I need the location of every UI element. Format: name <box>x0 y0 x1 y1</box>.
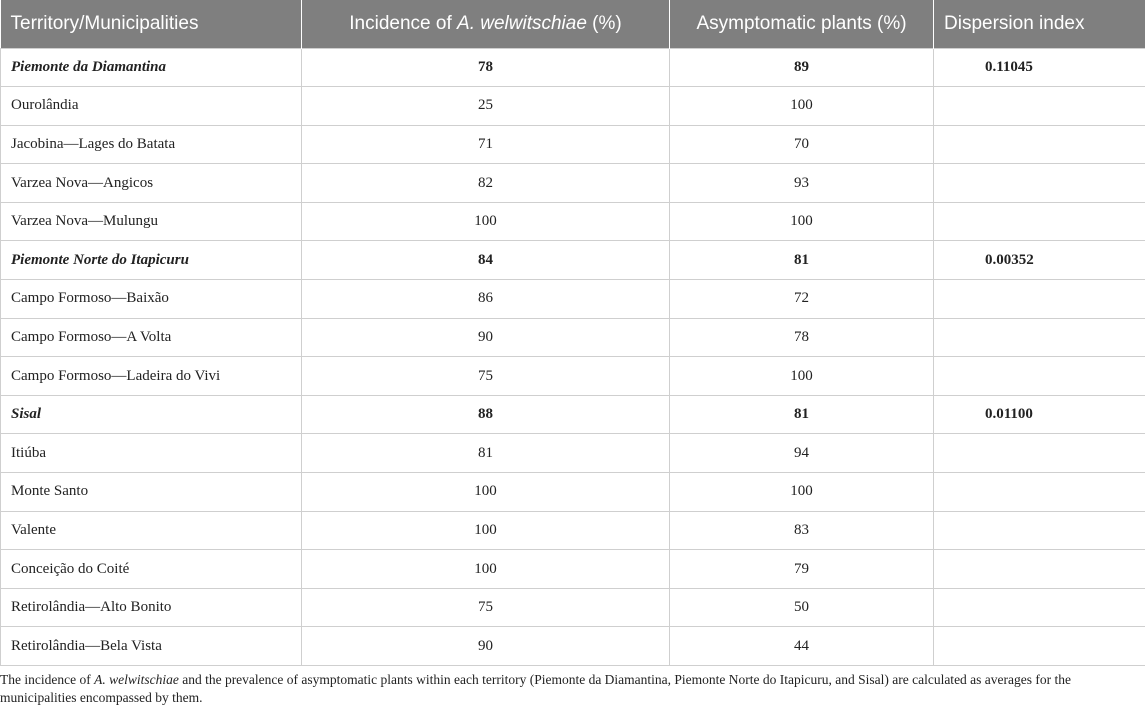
cell-asymptomatic: 94 <box>670 434 934 473</box>
cell-asymptomatic: 100 <box>670 357 934 396</box>
header-asymptomatic: Asymptomatic plants (%) <box>670 0 934 48</box>
cell-name: Monte Santo <box>1 473 302 512</box>
table-row <box>1 550 1145 589</box>
cell-incidence: 100 <box>302 511 670 550</box>
footnote-prefix: The incidence of <box>0 672 95 687</box>
header-territory: Territory/Municipalities <box>1 0 302 48</box>
table-row <box>1 434 1145 473</box>
cell-incidence: 86 <box>302 280 670 319</box>
table-row <box>1 164 1145 203</box>
territory-row <box>1 241 1145 280</box>
header-dispersion: Dispersion index <box>944 12 1085 34</box>
cell-name: Varzea Nova—Mulungu <box>1 202 302 241</box>
cell-incidence: 100 <box>302 202 670 241</box>
cell-dispersion <box>934 511 1145 550</box>
cell-name: Campo Formoso—Baixão <box>1 280 302 319</box>
cell-asymptomatic: 78 <box>670 318 934 357</box>
cell-asymptomatic: 44 <box>670 627 934 666</box>
cell-name: Varzea Nova—Angicos <box>1 164 302 203</box>
cell-dispersion <box>934 125 1145 164</box>
table-row <box>1 280 1145 319</box>
cell-dispersion <box>934 87 1145 126</box>
cell-incidence: 90 <box>302 318 670 357</box>
cell-dispersion: 0.00352 <box>934 241 1145 280</box>
cell-asymptomatic: 100 <box>670 202 934 241</box>
cell-name: Conceição do Coité <box>1 550 302 589</box>
cell-name: Ourolândia <box>1 87 302 126</box>
table-row <box>1 125 1145 164</box>
cell-name: Campo Formoso—A Volta <box>1 318 302 357</box>
territory-row <box>1 395 1145 434</box>
header-incidence-suffix: (%) <box>586 12 622 34</box>
cell-name: Itiúba <box>1 434 302 473</box>
table-body <box>1 48 1145 666</box>
cell-dispersion <box>934 434 1145 473</box>
cell-dispersion <box>934 588 1145 627</box>
cell-name: Jacobina—Lages do Batata <box>1 125 302 164</box>
cell-asymptomatic: 79 <box>670 550 934 589</box>
cell-incidence: 100 <box>302 473 670 512</box>
cell-asymptomatic: 83 <box>670 511 934 550</box>
cell-asymptomatic: 93 <box>670 164 934 203</box>
table-row <box>1 87 1145 126</box>
cell-name: Piemonte da Diamantina <box>1 48 302 87</box>
cell-asymptomatic: 81 <box>670 395 934 434</box>
cell-dispersion: 0.01100 <box>934 395 1145 434</box>
table-row <box>1 511 1145 550</box>
cell-name: Valente <box>1 511 302 550</box>
cell-incidence: 90 <box>302 627 670 666</box>
cell-dispersion <box>934 164 1145 203</box>
cell-incidence: 84 <box>302 241 670 280</box>
cell-name: Campo Formoso—Ladeira do Vivi <box>1 357 302 396</box>
cell-dispersion <box>934 627 1145 666</box>
cell-dispersion <box>934 318 1145 357</box>
cell-name: Retirolândia—Bela Vista <box>1 627 302 666</box>
cell-dispersion <box>934 280 1145 319</box>
cell-incidence: 81 <box>302 434 670 473</box>
footnote-suffix: and the prevalence of asymptomatic plants within each territory (Piemonte da Diamantina, Piemonte Norte do Itapicuru, and Sisal) are calculated as averages for the municipalities encompassed by them. <box>0 672 1072 705</box>
cell-incidence: 75 <box>302 588 670 627</box>
cell-asymptomatic: 70 <box>670 125 934 164</box>
table-row <box>1 473 1145 512</box>
cell-name: Sisal <box>1 395 302 434</box>
header-incidence-prefix: Incidence of <box>349 12 458 34</box>
cell-dispersion <box>934 473 1145 512</box>
table-header <box>1 0 1145 48</box>
cell-dispersion <box>934 202 1145 241</box>
cell-asymptomatic: 100 <box>670 87 934 126</box>
territory-row <box>1 48 1145 87</box>
cell-dispersion: 0.11045 <box>934 48 1145 87</box>
cell-incidence: 82 <box>302 164 670 203</box>
cell-asymptomatic: 50 <box>670 588 934 627</box>
cell-incidence: 78 <box>302 48 670 87</box>
cell-incidence: 100 <box>302 550 670 589</box>
cell-dispersion <box>934 357 1145 396</box>
cell-asymptomatic: 100 <box>670 473 934 512</box>
cell-dispersion <box>934 550 1145 589</box>
cell-asymptomatic: 81 <box>670 241 934 280</box>
header-incidence <box>302 0 670 48</box>
cell-incidence: 88 <box>302 395 670 434</box>
header-incidence-species: A. welwitschiae <box>457 12 587 34</box>
table-row <box>1 202 1145 241</box>
cell-asymptomatic: 72 <box>670 280 934 319</box>
cell-asymptomatic: 89 <box>670 48 934 87</box>
table-row <box>1 588 1145 627</box>
table-footnote <box>0 671 1140 707</box>
table-row <box>1 357 1145 396</box>
cell-name: Retirolândia—Alto Bonito <box>1 588 302 627</box>
table-row <box>1 318 1145 357</box>
cell-name: Piemonte Norte do Itapicuru <box>1 241 302 280</box>
cell-incidence: 25 <box>302 87 670 126</box>
footnote-species: A. welwitschiae <box>94 672 179 687</box>
cell-incidence: 75 <box>302 357 670 396</box>
cell-incidence: 71 <box>302 125 670 164</box>
table-row <box>1 627 1145 666</box>
header-row <box>1 0 1145 48</box>
